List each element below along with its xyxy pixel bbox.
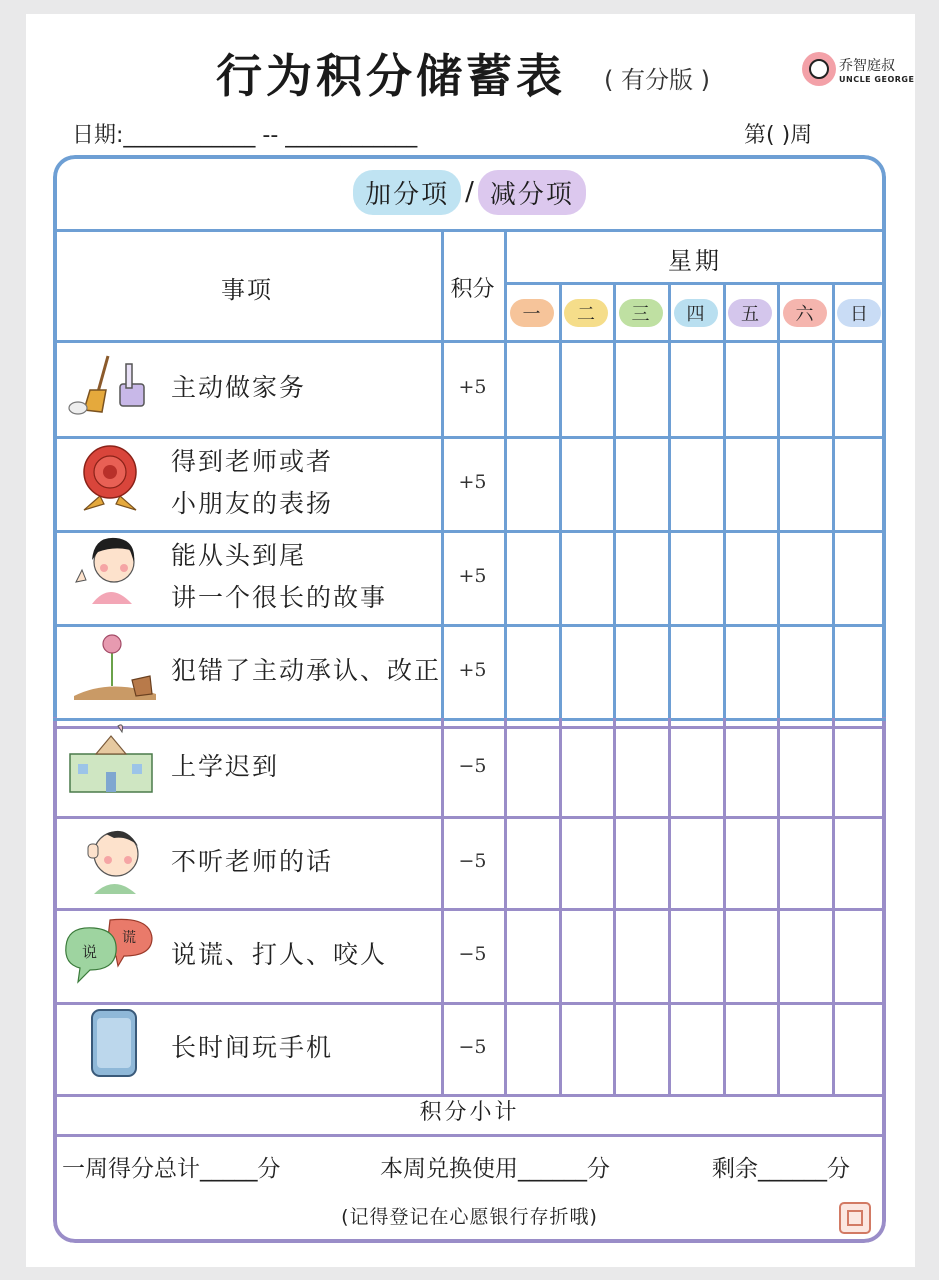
section-heading xyxy=(53,155,886,229)
weekday-label: 三 xyxy=(619,299,663,327)
behavior-label-line: 能从头到尾 xyxy=(171,541,307,570)
day-score-cell[interactable] xyxy=(780,439,832,530)
child-face-icon xyxy=(70,820,156,894)
behavior-label-line: 得到老师或者 xyxy=(171,447,334,476)
behavior-label-line: 小朋友的表扬 xyxy=(171,489,334,518)
behavior-label-line: 犯错了主动承认、改正 xyxy=(171,656,442,685)
day-score-cell[interactable] xyxy=(726,911,777,1002)
points-value: −5 xyxy=(458,943,487,965)
school-building-icon xyxy=(66,722,152,796)
day-score-cell[interactable] xyxy=(726,721,777,816)
day-score-cell[interactable] xyxy=(726,627,777,718)
red-flower-icon xyxy=(70,438,156,512)
points-value: −5 xyxy=(458,1036,487,1058)
points-value: −5 xyxy=(458,850,487,872)
behavior-label-line: 主动做家务 xyxy=(171,373,307,402)
day-score-cell[interactable] xyxy=(671,439,723,530)
points-value: +5 xyxy=(458,659,487,681)
weekday-header-cell xyxy=(559,284,613,342)
behavior-label xyxy=(171,650,441,692)
behavior-label xyxy=(171,535,387,619)
weekday-label: 六 xyxy=(783,299,827,327)
section-slash: / xyxy=(465,177,474,207)
day-score-cell[interactable] xyxy=(671,721,723,816)
minus-items-label: 减分项 xyxy=(478,170,586,215)
day-score-cell[interactable] xyxy=(835,343,886,436)
speech-bubbles-icon xyxy=(62,912,148,986)
seal-stamp-icon xyxy=(839,1202,871,1234)
points-value: +5 xyxy=(458,471,487,493)
day-score-cell[interactable] xyxy=(671,533,723,624)
day-score-cell[interactable] xyxy=(671,911,723,1002)
day-score-cell[interactable] xyxy=(671,819,723,908)
day-score-cell[interactable] xyxy=(780,533,832,624)
day-score-cell[interactable] xyxy=(507,1005,559,1094)
weekday-label: 一 xyxy=(510,299,554,327)
day-score-cell[interactable] xyxy=(835,627,886,718)
day-score-cell[interactable] xyxy=(835,911,886,1002)
week-total-field: 一周得分总计_____分 xyxy=(62,1156,281,1182)
day-score-cell[interactable] xyxy=(671,343,723,436)
smartphone-icon xyxy=(80,1004,166,1078)
behavior-label-line: 讲一个很长的故事 xyxy=(171,583,388,612)
logo-name: 乔智庭叔 xyxy=(839,58,895,74)
totals-line xyxy=(62,1150,882,1190)
column-header-item: 事项 xyxy=(221,275,273,304)
day-score-cell[interactable] xyxy=(726,343,777,436)
day-score-cell[interactable] xyxy=(835,1005,886,1094)
behavior-label-line: 上学迟到 xyxy=(171,752,280,781)
footer-note: (记得登记在心愿银行存折哦) xyxy=(341,1206,598,1228)
behavior-label xyxy=(171,841,333,883)
behavior-label-line: 长时间玩手机 xyxy=(171,1033,334,1062)
subtotal-label: 积分小计 xyxy=(419,1099,520,1125)
broom-cleaning-icon xyxy=(68,346,154,420)
day-score-cell[interactable] xyxy=(507,533,559,624)
day-score-cell[interactable] xyxy=(507,819,559,908)
page-subtitle: ( 有分版 ) xyxy=(604,66,710,94)
day-score-cell[interactable] xyxy=(616,721,668,816)
weekday-label: 四 xyxy=(674,299,718,327)
brand-logo xyxy=(802,52,915,96)
points-value: +5 xyxy=(458,565,487,587)
day-score-cell[interactable] xyxy=(835,439,886,530)
score-sheet xyxy=(26,14,915,1267)
broken-pot-flower-icon xyxy=(70,628,156,702)
points-value: +5 xyxy=(458,376,487,398)
date-line: 日期:____________ -- ____________ xyxy=(72,123,418,148)
day-score-cell[interactable] xyxy=(562,819,613,908)
day-score-cell[interactable] xyxy=(726,1005,777,1094)
weekday-header-cell xyxy=(613,284,668,342)
day-score-cell[interactable] xyxy=(780,1005,832,1094)
day-score-cell[interactable] xyxy=(616,343,668,436)
weekday-header-cell xyxy=(504,284,559,342)
logo-english-name: UNCLE GEORGE xyxy=(839,75,915,84)
day-score-cell[interactable] xyxy=(616,1005,668,1094)
weekday-header-cell xyxy=(832,284,886,342)
day-score-cell[interactable] xyxy=(780,343,832,436)
weekday-label: 二 xyxy=(564,299,608,327)
behavior-label xyxy=(171,441,333,525)
day-score-cell[interactable] xyxy=(616,819,668,908)
day-score-cell[interactable] xyxy=(780,627,832,718)
panda-logo-icon xyxy=(802,52,836,86)
day-score-cell[interactable] xyxy=(616,439,668,530)
day-score-cell[interactable] xyxy=(562,439,613,530)
day-score-cell[interactable] xyxy=(780,819,832,908)
day-score-cell[interactable] xyxy=(835,819,886,908)
day-score-cell[interactable] xyxy=(562,911,613,1002)
day-score-cell[interactable] xyxy=(562,343,613,436)
day-score-cell[interactable] xyxy=(507,439,559,530)
day-score-cell[interactable] xyxy=(671,627,723,718)
behavior-label xyxy=(171,746,279,788)
points-value: −5 xyxy=(458,755,487,777)
column-header-week: 星期 xyxy=(668,246,722,275)
behavior-label-line: 说谎、打人、咬人 xyxy=(171,940,388,969)
day-score-cell[interactable] xyxy=(562,1005,613,1094)
plus-items-label: 加分项 xyxy=(353,170,461,215)
used-points-field: 本周兑换使用______分 xyxy=(380,1156,610,1182)
day-score-cell[interactable] xyxy=(507,911,559,1002)
day-score-cell[interactable] xyxy=(616,911,668,1002)
weekday-label: 日 xyxy=(837,299,881,327)
page-title: 行为积分储蓄表 xyxy=(216,49,566,103)
day-score-cell[interactable] xyxy=(835,533,886,624)
behavior-label xyxy=(171,367,306,409)
day-score-cell[interactable] xyxy=(562,533,613,624)
behavior-label xyxy=(171,934,387,976)
day-score-cell[interactable] xyxy=(780,721,832,816)
day-score-cell[interactable] xyxy=(616,533,668,624)
day-score-cell[interactable] xyxy=(616,627,668,718)
day-score-cell[interactable] xyxy=(726,819,777,908)
weekday-label: 五 xyxy=(728,299,772,327)
title-row xyxy=(26,36,915,106)
bubble-text-right: 谎 xyxy=(122,930,136,946)
weekday-header-cell xyxy=(668,284,723,342)
grid-line xyxy=(53,1134,886,1137)
girl-waving-icon xyxy=(70,530,156,604)
day-score-cell[interactable] xyxy=(507,627,559,718)
day-score-cell[interactable] xyxy=(507,343,559,436)
day-score-cell[interactable] xyxy=(780,911,832,1002)
day-score-cell[interactable] xyxy=(726,439,777,530)
behavior-label xyxy=(171,1027,333,1069)
day-score-cell[interactable] xyxy=(835,721,886,816)
day-score-cell[interactable] xyxy=(562,721,613,816)
week-number-line: 第( )周 xyxy=(744,123,813,148)
weekday-header-cell xyxy=(723,284,777,342)
day-score-cell[interactable] xyxy=(507,721,559,816)
weekday-header-cell xyxy=(777,284,832,342)
behavior-label-line: 不听老师的话 xyxy=(171,847,334,876)
column-header-score: 积分 xyxy=(450,276,495,302)
day-score-cell[interactable] xyxy=(671,1005,723,1094)
day-score-cell[interactable] xyxy=(726,533,777,624)
remaining-points-field: 剩余______分 xyxy=(712,1156,850,1182)
day-score-cell[interactable] xyxy=(562,627,613,718)
bubble-text-left: 说 xyxy=(82,943,98,961)
